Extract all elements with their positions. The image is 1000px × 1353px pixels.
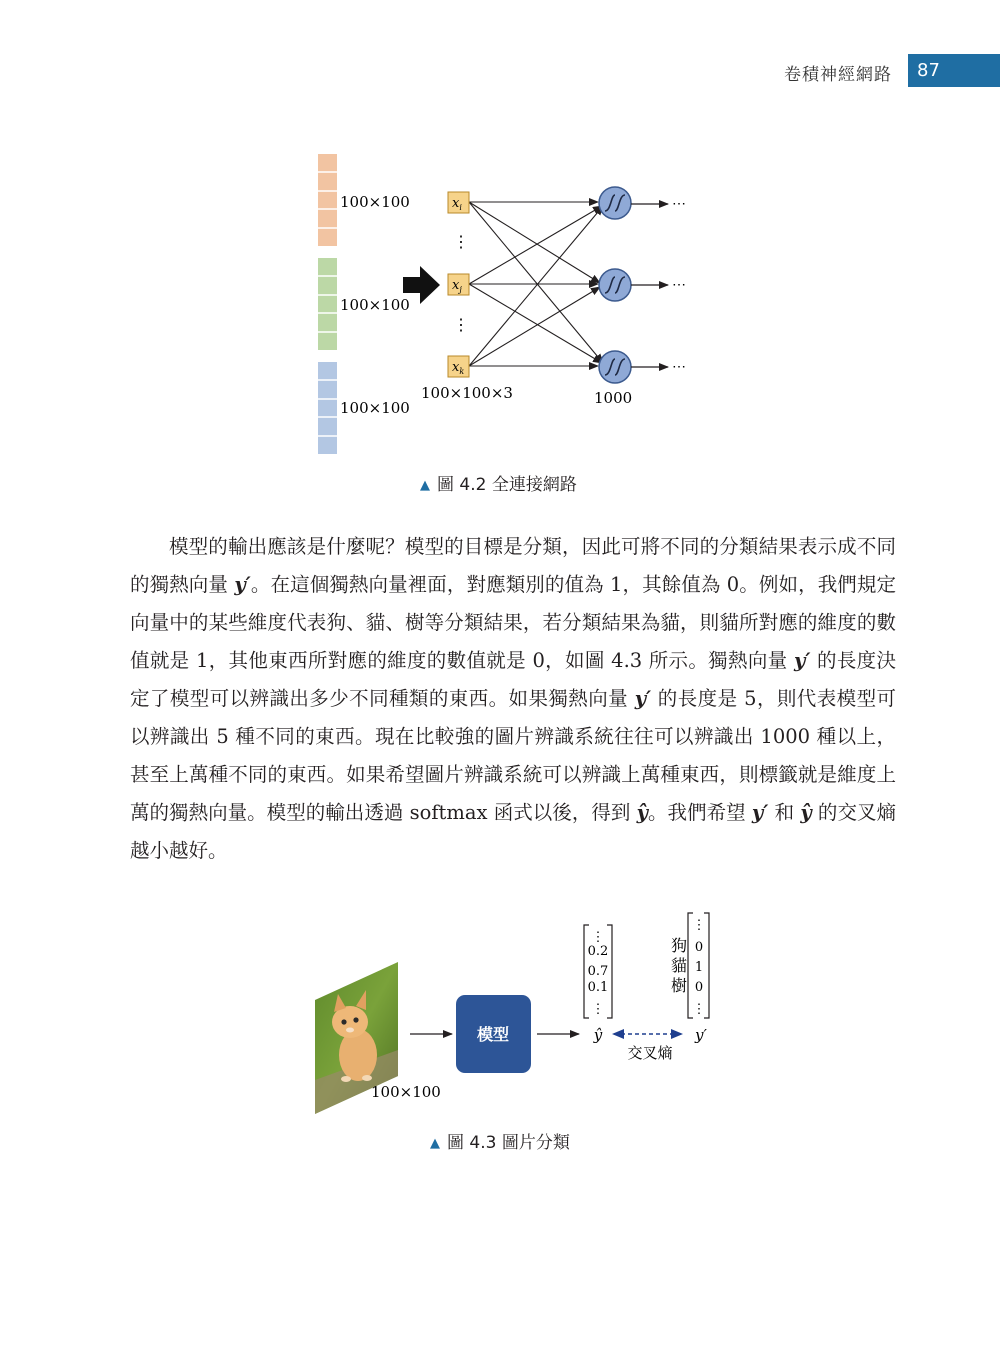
channel-stack-green — [318, 258, 337, 350]
page-number: 87 — [908, 54, 1000, 87]
prediction-value-3: 0.1 — [587, 980, 609, 995]
caption-triangle-icon: ▲ — [420, 478, 430, 493]
fully-connected-edges — [469, 202, 603, 366]
output-neuron-1 — [599, 187, 631, 219]
input-vdots-1: ⋮ — [453, 232, 469, 251]
channel-stack-orange — [318, 154, 337, 246]
label-value-4: ⋮ — [692, 1002, 706, 1017]
label-value-3: 0 — [694, 980, 704, 995]
output-ellipsis-2: ⋯ — [672, 277, 686, 293]
input-node-xi — [448, 192, 469, 213]
model-label: 模型 — [476, 1025, 510, 1044]
svg-text:xi: $x_i$ — [452, 196, 462, 212]
svg-text:xj: $x_j$ — [452, 278, 462, 294]
output-neuron-2 — [599, 269, 631, 301]
figure-image-classification — [0, 900, 1000, 1130]
class-name-cat: 貓 — [670, 956, 688, 975]
prediction-value-1: 0.2 — [587, 944, 609, 959]
label-value-0: ⋮ — [692, 918, 706, 933]
figure-caption-text: 圖 4.3 圖片分類 — [447, 1133, 570, 1153]
output-arrows — [631, 204, 668, 367]
y-prime-symbol: y′ — [695, 1026, 707, 1044]
figure-caption-text: 圖 4.2 全連接網路 — [437, 475, 577, 495]
input-node-xj — [448, 274, 469, 295]
cross-entropy-label: 交叉熵 — [627, 1044, 673, 1062]
class-name-dog: 狗 — [670, 936, 688, 955]
output-size-label: 1000 — [594, 389, 633, 407]
input-node-xk — [448, 356, 469, 377]
caption-triangle-icon: ▲ — [430, 1136, 440, 1151]
input-size-label: 100×100×3 — [421, 384, 513, 402]
channel-stack-blue — [318, 362, 337, 454]
output-neuron-3 — [599, 351, 631, 383]
label-value-1: 0 — [694, 940, 704, 955]
figure-caption-4-2 — [420, 470, 577, 495]
output-ellipsis-3: ⋯ — [672, 359, 686, 375]
input-vdots-2: ⋮ — [453, 315, 469, 334]
label-value-2: 1 — [694, 960, 704, 975]
svg-text:xk: $x_k$ — [452, 360, 465, 376]
prediction-value-0: ⋮ — [591, 930, 605, 945]
prediction-value-2: 0.7 — [587, 964, 609, 979]
chapter-title: 卷積神經網路 — [784, 65, 892, 85]
y-hat-symbol: ŷ — [593, 1026, 603, 1044]
figure-fully-connected-network — [0, 0, 1000, 470]
class-name-tree: 樹 — [670, 976, 688, 995]
body-paragraph: 模型的輸出應該是什麼呢？模型的目標是分類，因此可將不同的分類結果表示成不同的獨熱向量 y′。在這個獨熱向量裡面，對應類別的值為 1，其餘值為 0。例如，我們規定向量中的某些維度代表狗、貓、樹等分類結果，若分類結果為貓，則貓所對應的維度的數值就是 1，其他東西所對應的維度的數值就是 0，如圖 4.3 所示。獨熱向量 y′ 的長度決定了模型可以辨識出多少不同種類的東西。如果獨熱向量 y′ 的長度是 5，則代表模型可以辨識出 5 種不同的東西。現在比較強的圖片辨識系統往往可以辨識出 1000 種以上，甚至上萬種不同的東西。如果希望圖片辨識系統可以辨識上萬種東西，則標籤就是維度上萬的獨熱向量。模型的輸出透過 softmax 函式以後，得到 ŷ。我們希望 y′ 和 ŷ 的交叉熵越小越好。 — [130, 535, 897, 862]
image-size-label: 100×100 — [371, 1083, 441, 1101]
figure-caption-4-3 — [430, 1128, 570, 1153]
output-ellipsis-1: ⋯ — [672, 196, 686, 212]
block-label-2: 100×100 — [340, 296, 410, 314]
block-label-3: 100×100 — [340, 399, 410, 417]
prediction-value-4: ⋮ — [591, 1002, 605, 1017]
block-label-1: 100×100 — [340, 193, 410, 211]
